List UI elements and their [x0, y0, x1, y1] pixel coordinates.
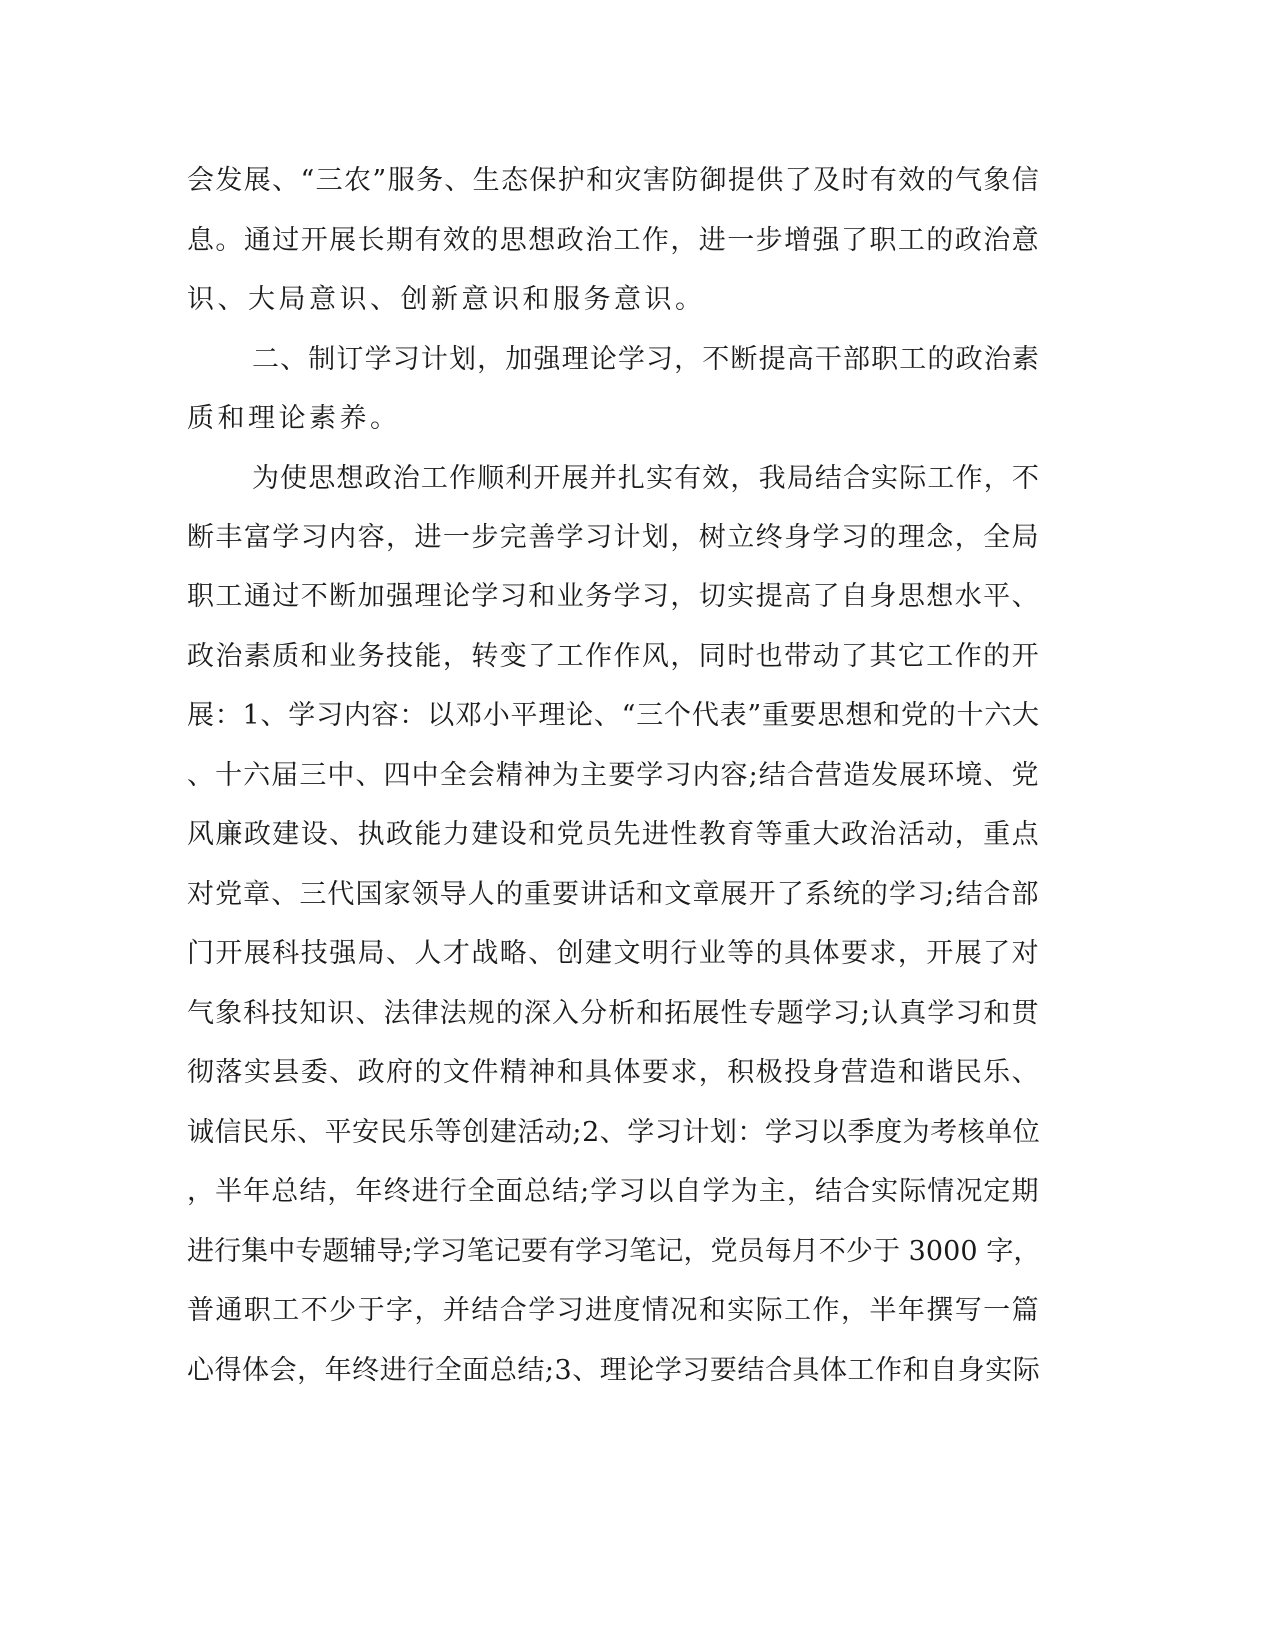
- text-line: 断丰富学习内容，进一步完善学习计划，树立终身学习的理念，全局: [187, 522, 1040, 553]
- paragraph-start: 为使思想政治工作顺利开展并扎实有效，我局结合实际工作，不: [252, 463, 1040, 494]
- text-line: 政治素质和业务技能，转变了工作作风，同时也带动了其它工作的开: [187, 641, 1040, 672]
- text-line: 对党章、三代国家领导人的重要讲话和文章展开了系统的学习;结合部: [187, 879, 1040, 910]
- text-line: 进行集中专题辅导;学习笔记要有学习笔记，党员每月不少于 3000 字，: [187, 1236, 1041, 1267]
- text-line: 门开展科技强局、人才战略、创建文明行业等的具体要求，开展了对: [187, 938, 1040, 969]
- text-line: 心得体会，年终进行全面总结;3、理论学习要结合具体工作和自身实际: [187, 1355, 1041, 1386]
- section-heading: 二、制订学习计划，加强理论学习，不断提高干部职工的政治素: [252, 344, 1040, 375]
- text-line: 识、大局意识、创新意识和服务意识。: [187, 284, 706, 315]
- text-line: 普通职工不少于字，并结合学习进度情况和实际工作，半年撰写一篇: [187, 1295, 1040, 1326]
- text-line: 气象科技知识、法律法规的深入分析和拓展性专题学习;认真学习和贯: [187, 998, 1040, 1029]
- text-line: 风廉政建设、执政能力建设和党员先进性教育等重大政治活动，重点: [187, 819, 1040, 850]
- text-line: 质和理论素养。: [187, 403, 401, 434]
- text-line: 彻落实县委、政府的文件精神和具体要求，积极投身营造和谐民乐、: [187, 1057, 1040, 1088]
- text-line: 息。通过开展长期有效的思想政治工作，进一步增强了职工的政治意: [187, 225, 1040, 256]
- text-line: 展：1、学习内容：以邓小平理论、“三个代表”重要思想和党的十六大: [187, 700, 1040, 731]
- text-line: 职工通过不断加强理论学习和业务学习，切实提高了自身思想水平、: [187, 581, 1040, 612]
- text-line: 、十六届三中、四中全会精神为主要学习内容;结合营造发展环境、党: [187, 760, 1040, 791]
- text-line: 会发展、“三农”服务、生态保护和灾害防御提供了及时有效的气象信: [187, 165, 1041, 196]
- text-line: 诚信民乐、平安民乐等创建活动;2、学习计划：学习以季度为考核单位: [187, 1117, 1041, 1148]
- text-line: ，半年总结，年终进行全面总结;学习以自学为主，结合实际情况定期: [187, 1176, 1040, 1207]
